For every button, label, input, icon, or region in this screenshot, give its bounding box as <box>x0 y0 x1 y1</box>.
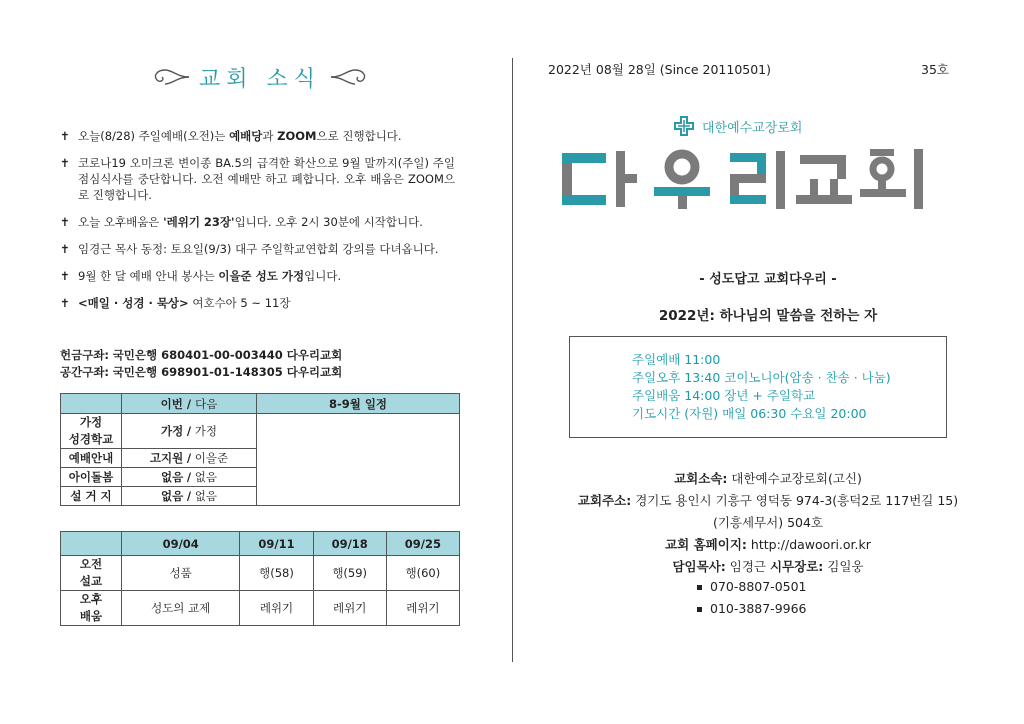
address-label: 교회주소: <box>577 493 632 508</box>
right-ornament-icon <box>329 67 373 87</box>
news-item-text: <매일 · 성경 · 묵상> 여호수아 5 ~ 11장 <box>78 296 291 310</box>
news-item <box>60 155 455 203</box>
service-times-list <box>632 351 891 423</box>
duty-row-label: 설 거 지 <box>61 487 122 506</box>
sermon-cell: 행(60) <box>386 556 459 591</box>
duty-row-label: 가정 성경학교 <box>61 414 122 449</box>
duty-row-label: 예배안내 <box>61 449 122 468</box>
news-item <box>60 241 455 257</box>
issue-number: 35호 <box>921 62 949 77</box>
sermon-row-label: 오후 배움 <box>61 591 122 626</box>
pastor-label: 담임목사: <box>672 559 726 574</box>
service-time-item: 주일오후 13:40 코이노니아(암송 · 찬송 · 나눔) <box>632 370 891 385</box>
news-item <box>60 128 455 144</box>
church-info <box>512 468 1024 578</box>
news-item <box>60 268 455 284</box>
pastor-value: 임경근 <box>729 559 766 574</box>
account-line <box>60 347 342 364</box>
cross-bullet-icon: ✝ <box>60 156 70 170</box>
news-item-text: 오늘 오후배움은 '레위기 23장'입니다. 오후 2시 30분에 시작합니다. <box>78 215 423 229</box>
duty-cell: 가정 / 가정 <box>122 414 257 449</box>
duty-row-label: 아이돌봄 <box>61 468 122 487</box>
denomination-header <box>674 116 802 136</box>
sermon-date-header: 09/18 <box>313 532 386 556</box>
steward-value: 김일웅 <box>827 559 864 574</box>
phone-item: 010-3887-9966 <box>697 598 807 620</box>
affiliation-line <box>512 468 1024 490</box>
table-row <box>61 591 460 626</box>
sermon-cell: 레위기 <box>313 591 386 626</box>
pastor-line <box>512 556 1024 578</box>
duty-cell: 고지원 / 이을준 <box>122 449 257 468</box>
cross-bullet-icon: ✝ <box>60 296 70 310</box>
sermon-row-label: 오전 설교 <box>61 556 122 591</box>
cross-bullet-icon: ✝ <box>60 242 70 256</box>
table-row <box>61 414 460 449</box>
church-cross-icon <box>674 116 694 136</box>
sermon-cell: 레위기 <box>240 591 313 626</box>
sermon-date-header: 09/04 <box>122 532 240 556</box>
news-title-text: 교회 소식 <box>198 66 321 92</box>
cross-bullet-icon: ✝ <box>60 129 70 143</box>
account-label: 공간구좌: <box>60 365 110 379</box>
sermon-date-header: 09/25 <box>386 532 459 556</box>
denomination-text: 대한예수교장로회 <box>702 120 803 136</box>
news-item-text: 9월 한 달 예배 안내 봉사는 이을준 성도 가정입니다. <box>78 269 342 283</box>
year-theme: 2022년: 하나님의 말씀을 전하는 자 <box>658 308 878 324</box>
phone-item: 070-8807-0501 <box>697 576 807 598</box>
homepage-label: 교회 홈페이지: <box>665 537 747 552</box>
account-value: 국민은행 698901-01-148305 다우리교회 <box>112 365 343 379</box>
duty-table-corner <box>61 394 122 414</box>
sermon-cell: 행(58) <box>240 556 313 591</box>
bullet-icon <box>697 585 702 590</box>
service-time-item: 주일예배 11:00 <box>632 352 721 367</box>
service-time-item: 기도시간 (자원) 매일 06:30 수요일 20:00 <box>632 406 867 421</box>
bank-accounts <box>60 347 342 381</box>
news-item-text: 오늘(8/28) 주일예배(오전)는 예배당과 ZOOM으로 진행합니다. <box>78 129 402 143</box>
duty-header-this-next: 이번 / 다음 <box>122 394 257 414</box>
service-times-box <box>569 336 947 438</box>
sermon-table-corner <box>61 532 122 556</box>
duty-cell: 없음 / 없음 <box>122 487 257 506</box>
sermon-cell: 성도의 교제 <box>122 591 240 626</box>
left-ornament-icon <box>147 67 191 87</box>
address-line <box>512 490 1024 512</box>
account-label: 헌금구좌: <box>60 348 110 362</box>
news-list <box>60 128 455 322</box>
cross-bullet-icon: ✝ <box>60 215 70 229</box>
phone-list <box>697 576 807 620</box>
duty-schedule-cell <box>257 414 460 506</box>
affiliation-label: 교회소속: <box>674 471 728 486</box>
account-line <box>60 364 342 381</box>
cross-bullet-icon: ✝ <box>60 269 70 283</box>
bullet-icon <box>697 607 702 612</box>
address-line-2: (기흥세무서) 504호 <box>712 515 824 530</box>
church-logo <box>560 145 940 220</box>
duty-table <box>60 393 460 506</box>
homepage-link[interactable]: http://dawoori.or.kr <box>750 537 871 552</box>
sermon-table <box>60 531 460 626</box>
bulletin-date: 2022년 08월 28일 (Since 20110501) <box>548 62 772 77</box>
affiliation-value: 대한예수교장로회(고신) <box>731 471 862 486</box>
sermon-cell: 성품 <box>122 556 240 591</box>
news-item-text: 임경근 목사 동정: 토요일(9/3) 대구 주일학교연합회 강의를 다녀옵니다. <box>78 242 439 256</box>
service-time-item: 주일배움 14:00 장년 + 주일학교 <box>632 388 816 403</box>
news-item <box>60 214 455 230</box>
news-item-text: 코로나19 오미크론 변이종 BA.5의 급격한 확산으로 9월 말까지(주일) 주일 점심식사를 중단합니다. 오전 예배만 하고 폐합니다. 오후 배움은 ZOOM으로 진행합니다. <box>78 156 455 202</box>
sermon-date-header: 09/11 <box>240 532 313 556</box>
steward-label: 시무장로: <box>769 559 824 574</box>
address-value: 경기도 용인시 기흥구 영덕동 974-3(흥덕2로 117번길 15) <box>635 493 959 508</box>
duty-header-schedule: 8-9월 일정 <box>257 394 460 414</box>
homepage-line <box>512 534 1024 556</box>
news-section-title <box>130 62 390 92</box>
sermon-cell: 행(59) <box>313 556 386 591</box>
news-item <box>60 295 455 311</box>
motto: - 성도답고 교회다우리 - <box>699 272 837 287</box>
account-value: 국민은행 680401-00-003440 다우리교회 <box>112 348 343 362</box>
sermon-cell: 레위기 <box>386 591 459 626</box>
table-row <box>61 556 460 591</box>
duty-cell: 없음 / 없음 <box>122 468 257 487</box>
church-logo-mark <box>560 145 940 217</box>
